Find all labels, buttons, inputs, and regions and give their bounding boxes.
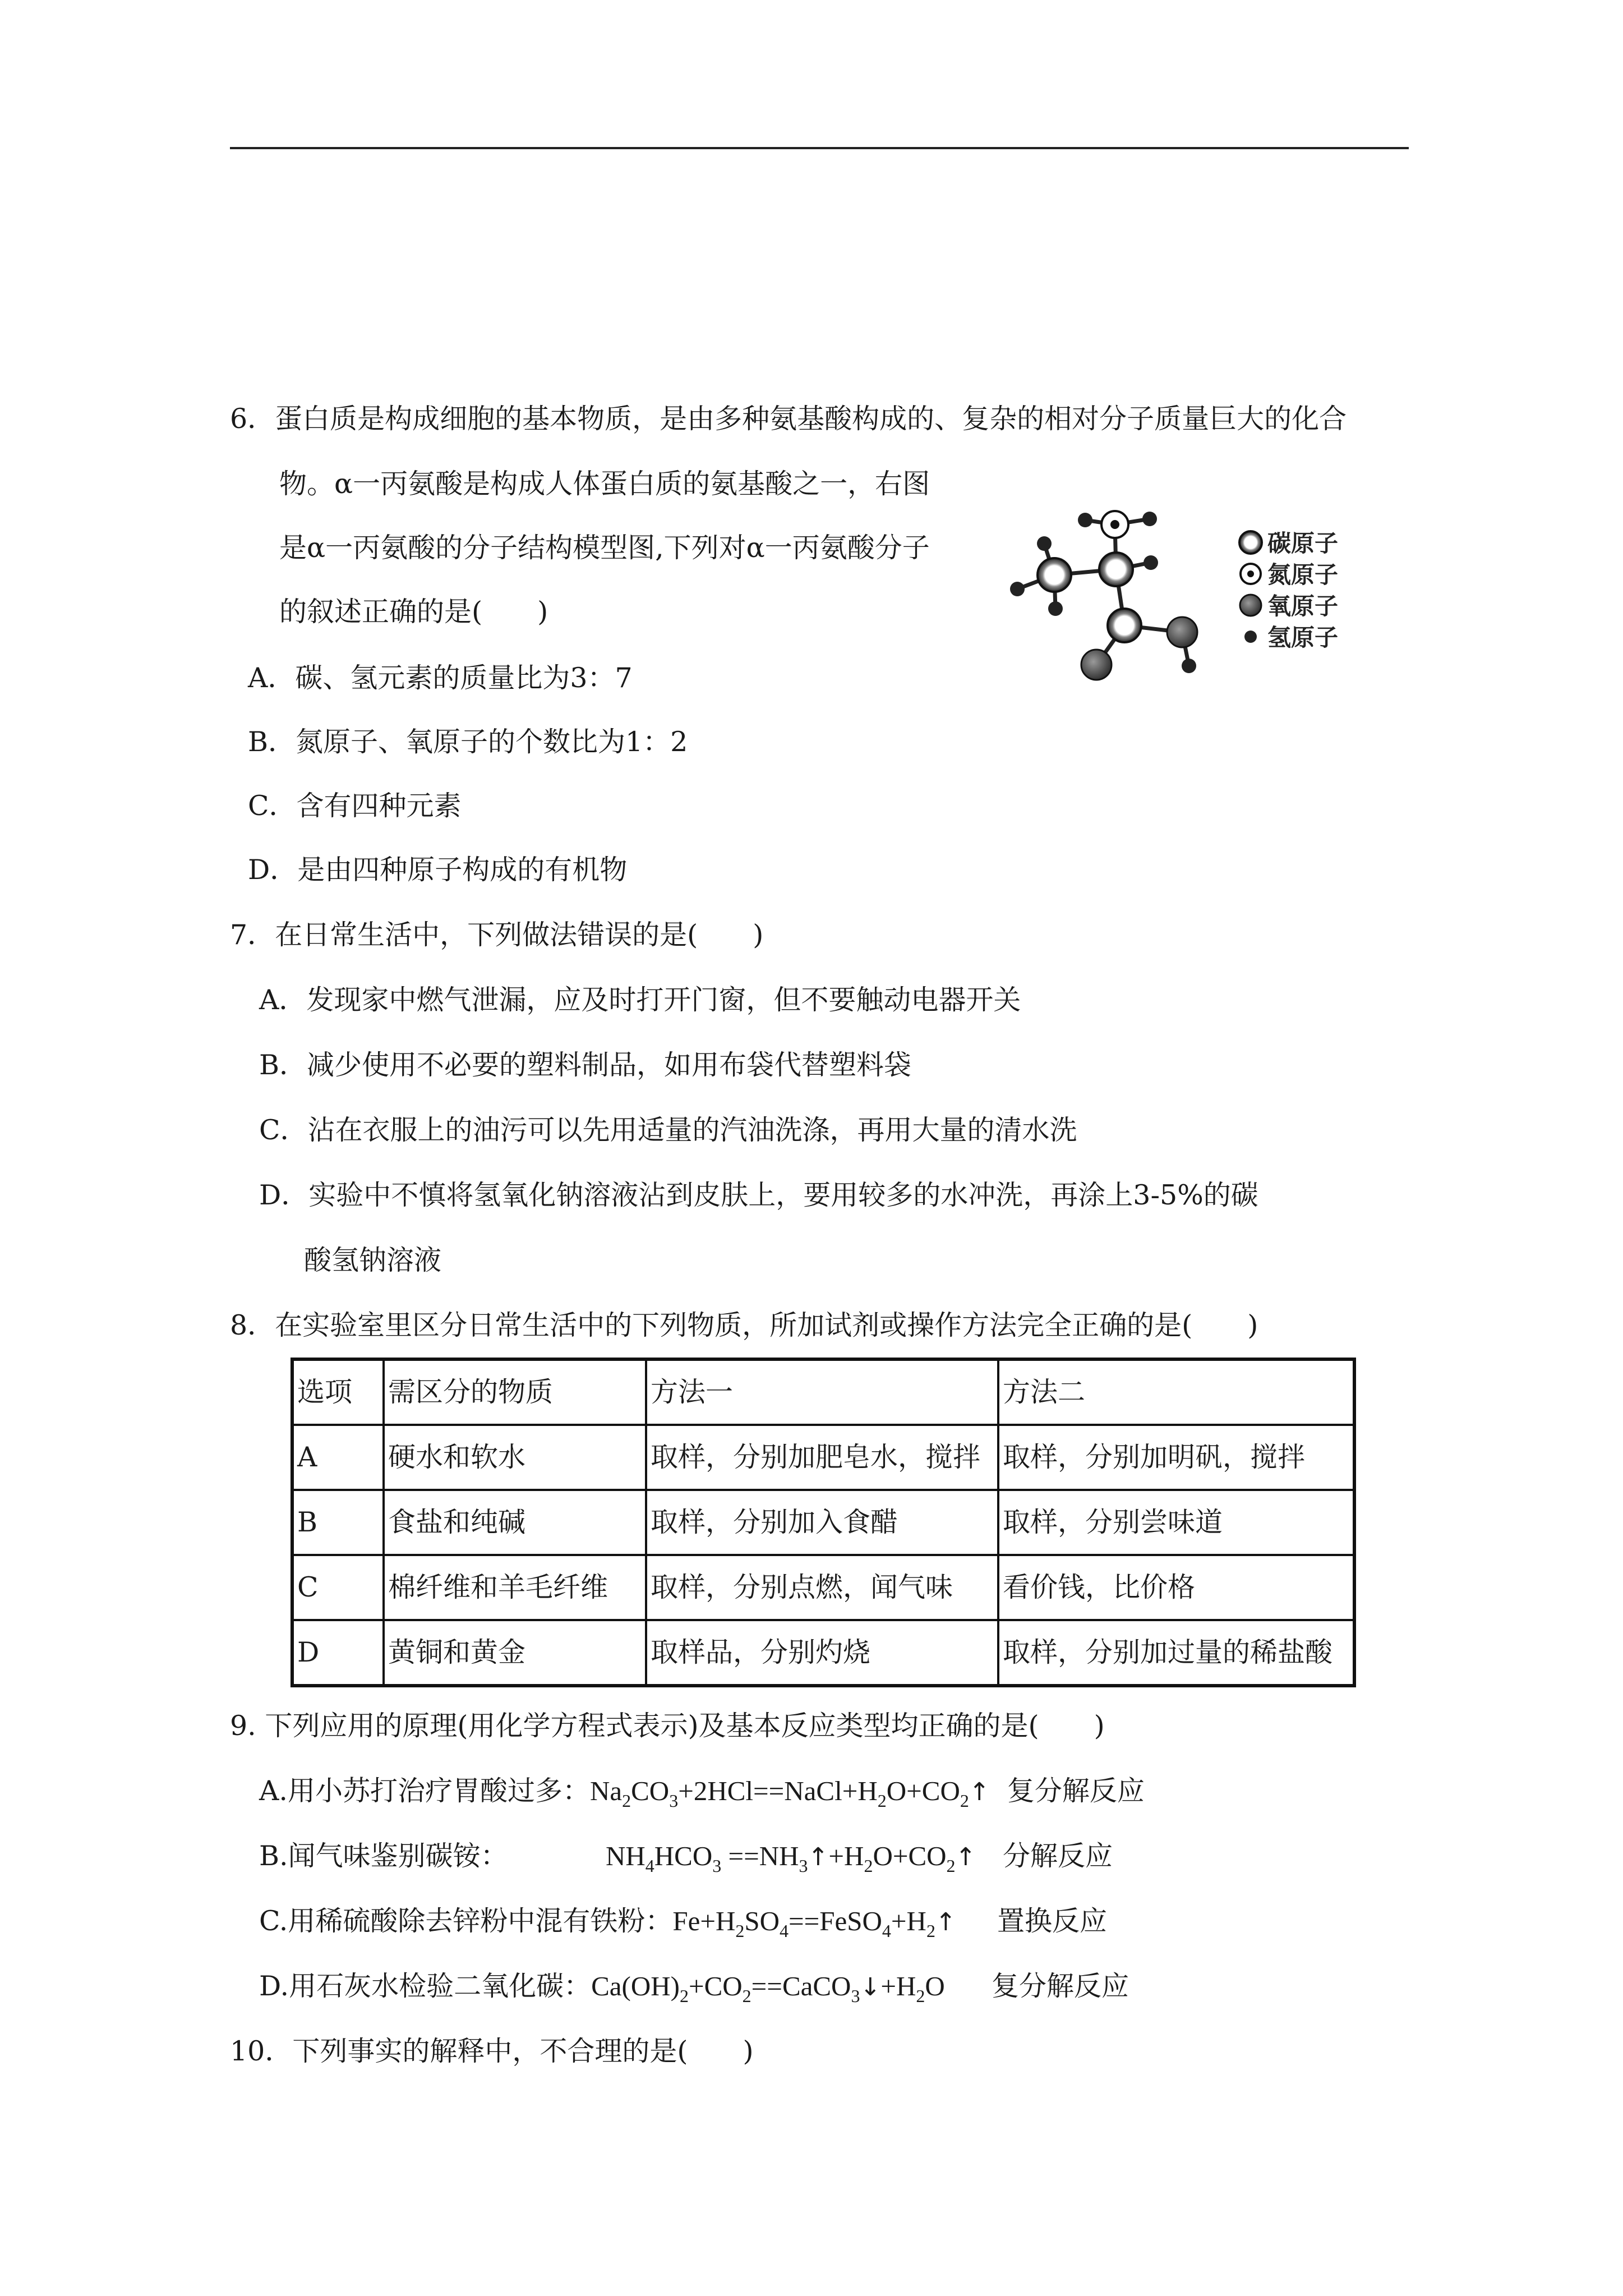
molecule-model-diagram — [1004, 508, 1363, 693]
q9-option-a — [259, 1774, 1145, 1810]
q10-stem: 10．下列事实的解释中，不合理的是( ) — [230, 2035, 754, 2067]
table-header-cell: 方法二 — [998, 1359, 1354, 1425]
table-cell: 取样，分别加过量的稀盐酸 — [998, 1620, 1354, 1686]
q6-stem-line2: 物。α一丙氨酸是构成人体蛋白质的氨基酸之一，右图 — [279, 468, 930, 500]
table-cell: 取样，分别加肥皂水，搅拌 — [646, 1425, 998, 1490]
nitrogen-legend-label: 氮原子 — [1267, 561, 1339, 588]
q7-option-c: C．沾在衣服上的油污可以先用适量的汽油洗涤，再用大量的清水洗 — [259, 1114, 1077, 1146]
alanine-molecule-figure — [1004, 508, 1363, 693]
table-cell: C — [292, 1555, 384, 1620]
oxygen-legend-label: 氧原子 — [1267, 592, 1339, 620]
q9-option-b — [259, 1839, 508, 1874]
q9-option-d-label: D.用石灰水检验二氧化碳： — [259, 1970, 592, 2002]
table-cell: A — [292, 1425, 384, 1490]
carbon-legend-icon — [1239, 531, 1262, 554]
hydrogen-atoms — [1010, 512, 1196, 673]
q9-option-c — [259, 1904, 956, 1940]
q7-option-d-line1: D．实验中不慎将氢氧化钠溶液沾到皮肤上，要用较多的水冲洗，再涂上3-5%的碳 — [259, 1179, 1258, 1211]
q9-option-c-type: 置换反应 — [997, 1905, 1108, 1937]
q9-option-c-equation: $Fe+H_2SO_4==FeSO_4+H_2↑$ — [672, 1906, 956, 1941]
q8-stem: 8．在实验室里区分日常生活中的下列物质，所加试剂或操作方法完全正确的是( ) — [230, 1309, 1258, 1341]
q8-method-table — [291, 1358, 1356, 1687]
q9-option-a-equation: $Na_2CO_3+2HCl==NaCl+H_2O+CO_2↑$ — [589, 1775, 990, 1811]
table-row — [292, 1620, 1354, 1686]
q7-option-a: A．发现家中燃气泄漏，应及时打开门窗，但不要触动电器开关 — [259, 984, 1021, 1016]
table-header-cell: 需区分的物质 — [384, 1359, 646, 1425]
table-header-row — [292, 1359, 1354, 1425]
table-row — [292, 1490, 1354, 1555]
table-cell: 取样，分别尝味道 — [998, 1490, 1354, 1555]
table-cell: 食盐和纯碱 — [384, 1490, 646, 1555]
q6-stem-line3: 是α一丙氨酸的分子结构模型图,下列对α一丙氨酸分子 — [279, 532, 930, 564]
q6-stem-line1: 6．蛋白质是构成细胞的基本物质，是由多种氨基酸构成的、复杂的相对分子质量巨大的化合 — [230, 403, 1347, 435]
q9-option-d-type: 复分解反应 — [992, 1970, 1129, 2002]
table-header-cell: 方法一 — [646, 1359, 998, 1425]
q9-option-c-label: C.用稀硫酸除去锌粉中混有铁粉： — [259, 1905, 673, 1937]
hydrogen-legend-label: 氢原子 — [1267, 624, 1339, 651]
nitrogen-atom — [1101, 511, 1128, 538]
q9-option-d-equation: $Ca(OH)_2+CO_2==CaCO_3↓+H_2O$ — [591, 1971, 945, 2006]
header-rule — [230, 147, 1409, 149]
q6-stem-line4: 的叙述正确的是( ) — [279, 596, 548, 628]
table-cell: 取样，分别加入食醋 — [646, 1490, 998, 1555]
table-row — [292, 1425, 1354, 1490]
molecule-legend — [1239, 530, 1338, 651]
table-cell: B — [292, 1490, 384, 1555]
q6-option-c: C．含有四种元素 — [248, 790, 462, 822]
table-cell: 取样品，分别灼烧 — [646, 1620, 998, 1686]
q9-option-b-type: 分解反应 — [1003, 1840, 1113, 1872]
table-cell: D — [292, 1620, 384, 1686]
table-cell: 取样，分别点燃，闻气味 — [646, 1555, 998, 1620]
q6-option-a: A．碳、氢元素的质量比为3：7 — [248, 662, 633, 694]
q6-option-b: B．氮原子、氧原子的个数比为1：2 — [248, 726, 688, 758]
carbon-atoms — [1038, 553, 1141, 642]
q9-option-b-label: B.闻气味鉴别碳铵： — [259, 1840, 508, 1872]
table-row — [292, 1555, 1354, 1620]
q9-option-a-label: A.用小苏打治疗胃酸过多： — [259, 1775, 590, 1807]
hydrogen-legend-icon — [1244, 631, 1257, 643]
q9-stem: 9. 下列应用的原理(用化学方程式表示)及基本反应类型均正确的是( ) — [230, 1710, 1105, 1742]
oxygen-legend-icon — [1240, 595, 1261, 616]
table-header-cell: 选项 — [292, 1359, 384, 1425]
q7-option-b: B．减少使用不必要的塑料制品，如用布袋代替塑料袋 — [259, 1049, 912, 1081]
table-cell: 硬水和软水 — [384, 1425, 646, 1490]
table-cell: 看价钱，比价格 — [998, 1555, 1354, 1620]
table-cell: 黄铜和黄金 — [384, 1620, 646, 1686]
q9-option-a-type: 复分解反应 — [1007, 1775, 1145, 1807]
q6-option-d: D．是由四种原子构成的有机物 — [248, 854, 628, 886]
carbon-legend-label: 碳原子 — [1267, 530, 1339, 557]
table-cell: 棉纤维和羊毛纤维 — [384, 1555, 646, 1620]
q7-stem: 7．在日常生活中，下列做法错误的是( ) — [230, 919, 764, 951]
q9-option-d — [259, 1969, 945, 2005]
table-cell: 取样，分别加明矾，搅拌 — [998, 1425, 1354, 1490]
q9-option-b-equation: $NH_4HCO_3$ $==NH_3↑+H_2O+CO_2↑$ — [606, 1841, 976, 1876]
q7-option-d-line2: 酸氢钠溶液 — [304, 1244, 442, 1276]
